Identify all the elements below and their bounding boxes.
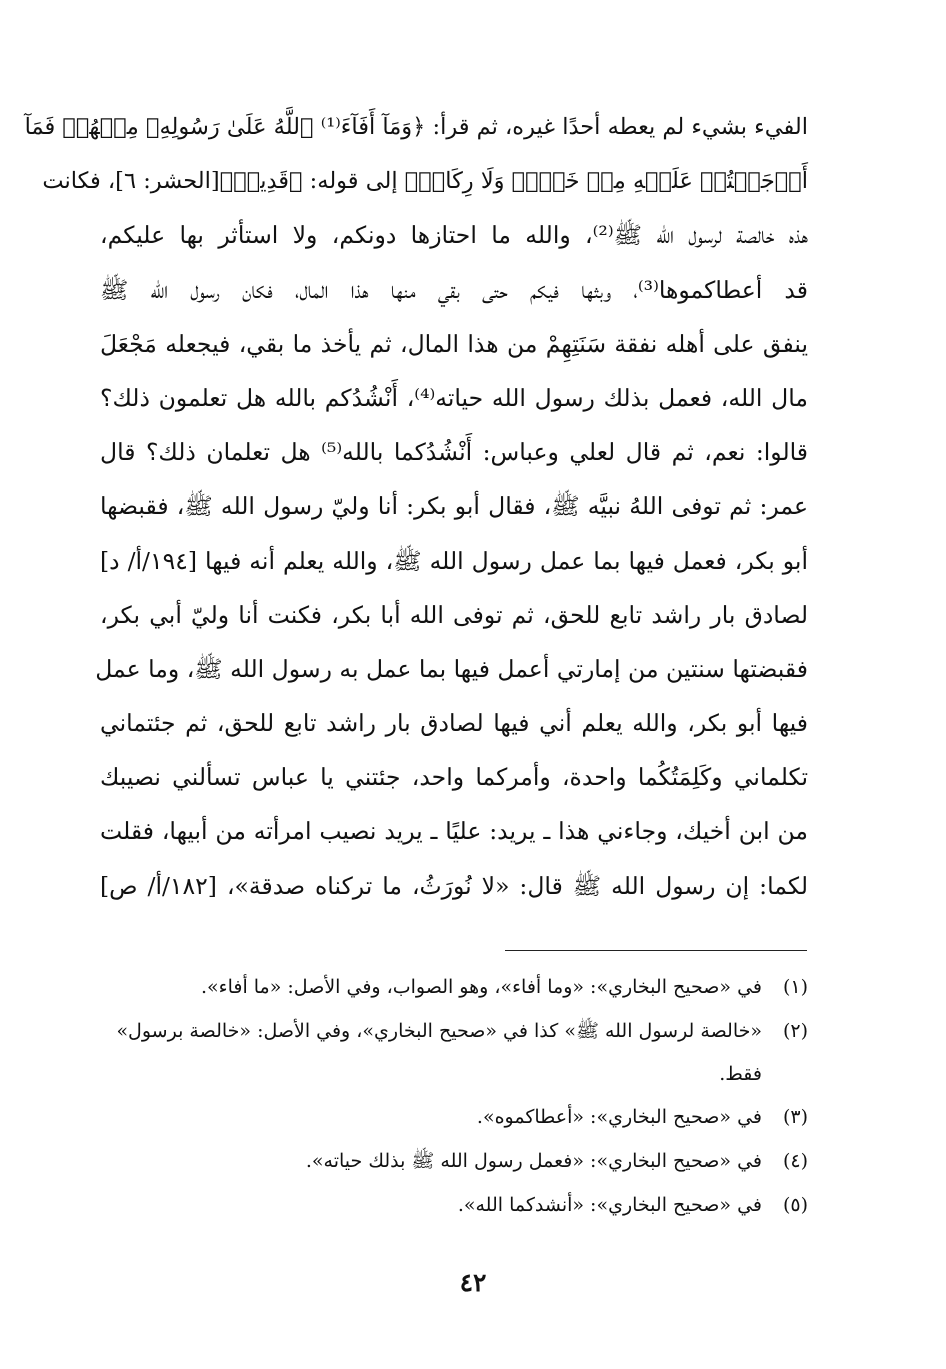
text-line: مال الله، فعمل بذلك رسول الله حياته⁽⁴⁾، أَنْشُدُكم بالله هل تعلمون ذلك؟	[100, 383, 808, 412]
footnote-text: في «صحيح البخاري»: «أعطاكموه».	[476, 1106, 762, 1128]
footnotes	[100, 965, 808, 1227]
footnote-continuation: فقط.	[719, 1063, 762, 1085]
main-text	[24, 100, 809, 913]
footnote-5	[100, 1183, 808, 1227]
footnote-number: (٢)	[782, 1020, 808, 1042]
text-line: أبو بكر، فعمل فيها بما عمل رسول الله ﷺ، والله يعلم أنه فيها [١٩٤/أ/ د]	[100, 546, 809, 575]
footnote-text: في «صحيح البخاري»: «أنشدكما الله».	[457, 1194, 762, 1216]
text-line: فقبضتها سنتين من إمارتي أعمل فيها بما عمل به رسول الله ﷺ، وما عمل	[95, 654, 808, 683]
text-line: لكما: إن رسول الله ﷺ قال: «لا نُورَثُ، ما تركناه صدقة»، [١٨٢/أ/ ص]	[100, 871, 808, 900]
footnote-number: (١)	[782, 976, 808, 998]
footnote-number: (٣)	[782, 1106, 808, 1128]
text-line: عمر: ثم توفى اللهُ نبيَّه ﷺ، فقال أبو بكر: أنا وليّ رسول الله ﷺ، فقبضها	[100, 492, 808, 521]
text-line: فيها أبو بكر، والله يعلم أني فيها لصادق بار راشد تابع للحق، ثم جئتماني	[100, 709, 808, 738]
page-number: ٤٢	[459, 1268, 487, 1297]
footnote-number: (٥)	[782, 1194, 808, 1216]
footnote-4	[100, 1139, 808, 1183]
footnote-number: (٤)	[782, 1150, 808, 1172]
text-line: هذه خالصة لرسول الله ﷺ⁽²⁾، والله ما احتازها دونكم، ولا استأثر بها عليكم،	[100, 221, 808, 250]
text-line: قالوا: نعم، ثم قال لعلي وعباس: أَنْشُدُكما بالله⁽⁵⁾ هل تعلمان ذلك؟ قال	[100, 438, 808, 467]
footnote-divider	[505, 950, 807, 951]
text-line: الفيء بشيء لم يعطه أحدًا غيره، ثم قرأ: ﴿وَمَآ أَفَآءَ⁽¹⁾ ٱللَّهُ عَلَىٰ رَسُولِهِۦ مِنۡهُمۡ فَمَآ	[24, 114, 808, 140]
text-line: أَوۡجَفۡتُمۡ عَلَيۡهِ مِنۡ خَيۡلٖ وَلَا رِكَابٖ﴾ إلى قوله: ﴿قَدِيرٞ﴾[الحشر: ٦]، فكانت	[42, 168, 808, 195]
text-line: قد أعطاكموها⁽³⁾، وبثها فيكم حتى بقي منها هذا المال، فكان رسول الله ﷺ	[100, 275, 809, 304]
text-line: تكلماني وكَلِمَتُكُما واحدة، وأمركما واحد، جئتني يا عباس تسألني نصيبك	[100, 763, 808, 792]
footnote-text: في «صحيح البخاري»: «فعمل رسول الله ﷺ بذلك حياته».	[305, 1150, 762, 1172]
footnote-3	[100, 1095, 808, 1139]
text-line: لصادق بار راشد تابع للحق، ثم توفى الله أبا بكر، فكنت أنا وليّ أبي بكر،	[100, 600, 808, 629]
text-line: من ابن أخيك، وجاءني هذا ـ يريد: عليًا ـ يريد نصيب امرأته من أبيها، فقلت	[100, 817, 808, 846]
text-line: ينفق على أهله نفقة سَنَتِهِمْ من هذا المال، ثم يأخذ ما بقي، فيجعله مَجْعَلَ	[100, 329, 808, 358]
footnote-2	[100, 1009, 808, 1053]
footnote-text: في «صحيح البخاري»: «وما أفاء»، وهو الصواب، وفي الأصل: «ما أفاء».	[200, 976, 762, 998]
footnote-1	[100, 965, 808, 1009]
footnote-text: «خالصة لرسول الله ﷺ» كذا في «صحيح البخاري»، وفي الأصل: «خالصة برسول»	[116, 1020, 762, 1042]
